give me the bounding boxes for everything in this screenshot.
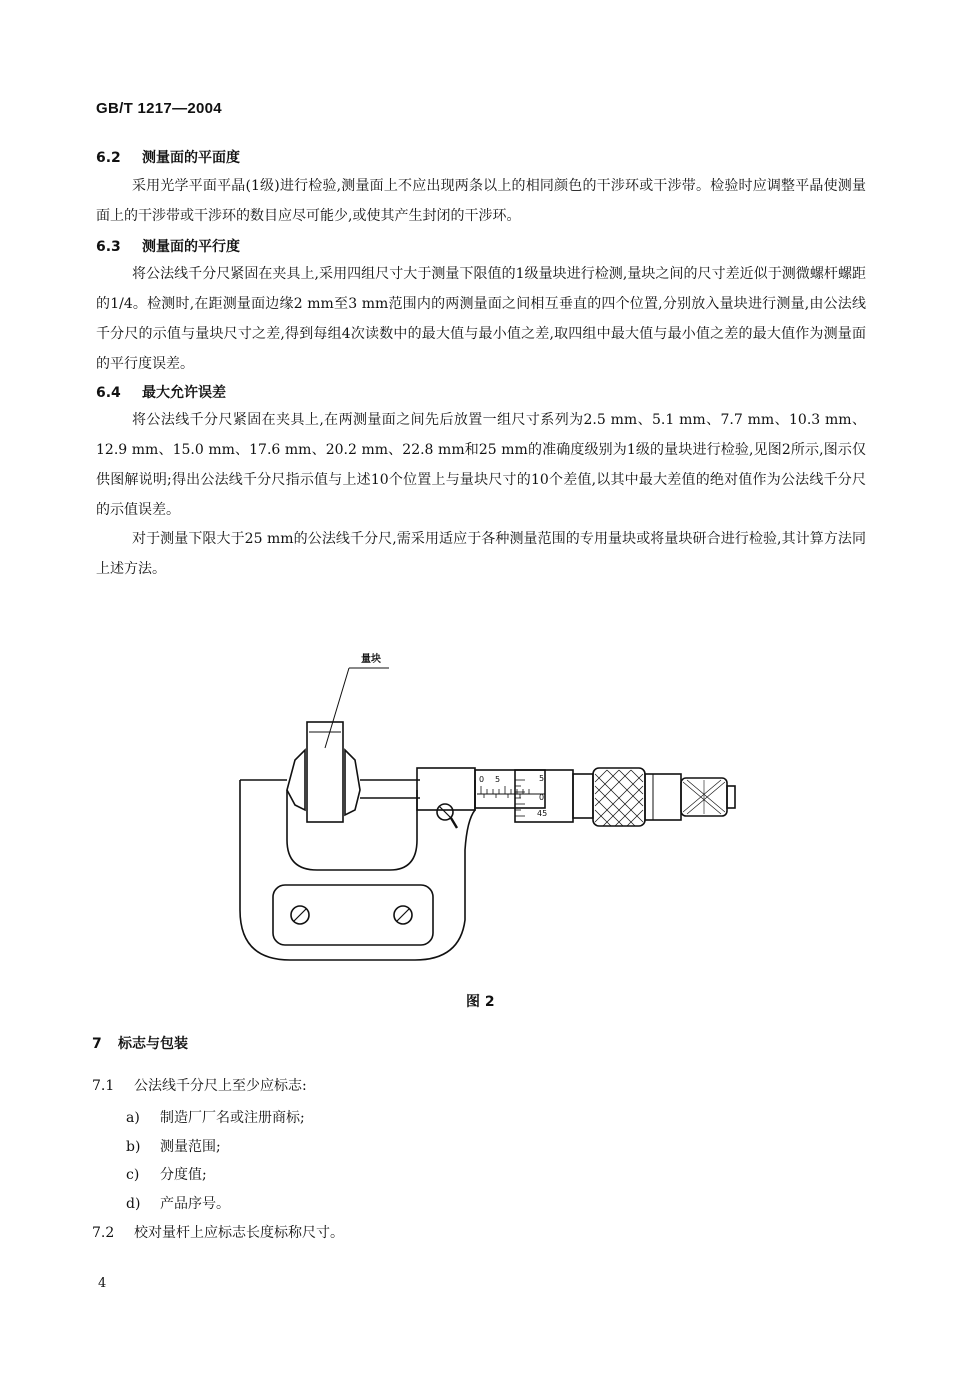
list-marker: c) [126, 1167, 140, 1183]
list-item [126, 1136, 221, 1156]
micrometer-figure [225, 640, 755, 970]
section-number: 7.1 [92, 1078, 115, 1094]
section-7-2-text: 校对量杆上应标志长度标称尺寸。 [134, 1225, 344, 1241]
list-marker: b) [126, 1139, 141, 1155]
list-item [126, 1107, 305, 1127]
list-item [126, 1193, 230, 1213]
section-number: 6.4 [96, 385, 121, 401]
section-title: 标志与包装 [118, 1036, 188, 1052]
list-item [126, 1164, 207, 1184]
thimble-scale-0: 0 [539, 793, 545, 802]
section-title: 最大允许误差 [142, 385, 226, 401]
section-7-2 [92, 1222, 344, 1242]
section-7-heading [92, 1033, 188, 1053]
thimble-scale-5: 5 [539, 774, 545, 783]
section-title: 测量面的平面度 [142, 150, 240, 166]
section-6-4-paragraph-1: 将公法线千分尺紧固在夹具上,在两测量面之间先后放置一组尺寸系列为2.5 mm、5.1 mm、7.7 mm、10.3 mm、12.9 mm、15.0 mm、17.6 mm、20.2 mm、22.8 mm和25 mm的准确度级别为1级的量块进行检验,见图2所示,图示仅供图解说明;得出公法线千分尺指示值与上述10个位置上与量块尺寸的10个差值,以其中最大差值的绝对值作为公法线千分尺的示值误差。 [96, 412, 866, 518]
list-item-text: 制造厂厂名或注册商标; [160, 1110, 305, 1126]
list-item-text: 产品序号。 [160, 1196, 230, 1212]
section-number: 7 [92, 1036, 102, 1052]
section-7-1 [92, 1075, 307, 1095]
section-6-3-paragraph: 将公法线千分尺紧固在夹具上,采用四组尺寸大于测量下限值的1级量块进行检测,量块之间的尺寸差近似于测微螺杆螺距的1/4。检测时,在距测量面边缘2 mm至3 mm范围内的两测量面之间相互垂直的四个位置,分别放入量块进行测量,由公法线千分尺的示值与量块尺寸之差,得到每组4次读数中的最大值与最小值之差,取四组中最大值与最小值之差的最大值作为测量面的平行度误差。 [96, 266, 866, 372]
section-6-2-heading [96, 147, 240, 167]
section-number: 6.2 [96, 150, 121, 166]
standard-header: GB/T 1217—2004 [96, 100, 222, 117]
sleeve-scale-0: 0 [479, 775, 485, 784]
list-marker: a) [126, 1110, 140, 1126]
section-title: 测量面的平行度 [142, 239, 240, 255]
section-6-3-heading [96, 236, 240, 256]
list-item-text: 测量范围; [160, 1139, 221, 1155]
list-item-text: 分度值; [160, 1167, 207, 1183]
section-number: 6.3 [96, 239, 121, 255]
list-marker: d) [126, 1196, 141, 1212]
section-6-2-paragraph: 采用光学平面平晶(1级)进行检验,测量面上不应出现两条以上的相同颜色的干涉环或干涉带。检验时应调整平晶使测量面上的干涉带或干涉环的数目应尽可能少,或使其产生封闭的干涉环。 [96, 178, 866, 224]
gauge-block-label: 量块 [361, 654, 381, 665]
section-6-4-heading [96, 382, 226, 402]
section-6-4-paragraph-2: 对于测量下限大于25 mm的公法线千分尺,需采用适应于各种测量范围的专用量块或将量块研合进行检验,其计算方法同上述方法。 [96, 531, 866, 577]
thimble-scale-45: 45 [537, 809, 548, 818]
section-7-1-text: 公法线千分尺上至少应标志: [134, 1078, 307, 1094]
section-number: 7.2 [92, 1225, 115, 1241]
sleeve-scale-5: 5 [495, 775, 501, 784]
figure-caption: 图 2 [466, 994, 495, 1010]
page-number: 4 [98, 1276, 107, 1291]
